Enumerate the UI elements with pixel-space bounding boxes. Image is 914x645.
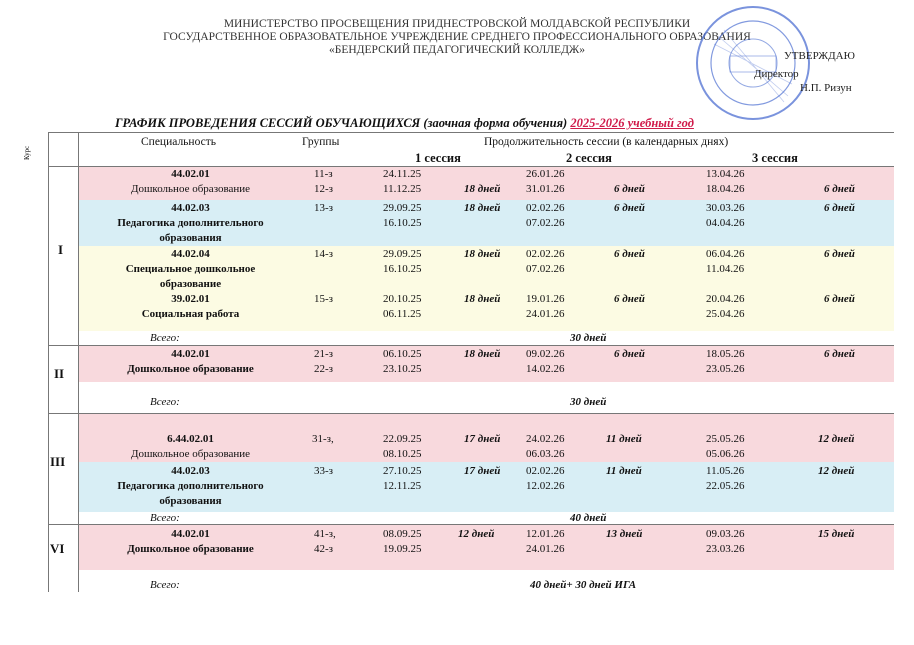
session-3-duration: 6 дней — [824, 293, 855, 305]
title-main: ГРАФИК ПРОВЕДЕНИЯ СЕССИЙ ОБУЧАЮЩИХСЯ (заочная форма обучения) — [115, 116, 568, 130]
session-3-duration: 6 дней — [824, 202, 855, 214]
specialty-code: 6.44.02.01 — [167, 433, 214, 445]
specialty-code: 44.02.01 — [171, 168, 210, 180]
session-1-end: 11.12.25 — [383, 183, 422, 195]
specialty-name-cont: образования — [159, 232, 222, 244]
specialty-code: 39.02.01 — [171, 293, 210, 305]
session-3-start: 09.03.26 — [706, 528, 745, 540]
session-1-start: 08.09.25 — [383, 528, 422, 540]
session-1-start: 29.09.25 — [383, 248, 422, 260]
session-2-duration: 6 дней — [614, 293, 645, 305]
header-line-3: «БЕНДЕРСКИЙ ПЕДАГОГИЧЕСКИЙ КОЛЛЕДЖ» — [329, 44, 585, 56]
specialty-code: 44.02.01 — [171, 528, 210, 540]
schedule-title — [115, 116, 694, 131]
session-3-end: 23.05.26 — [706, 363, 745, 375]
course-3: III — [50, 454, 66, 469]
approve-label: УТВЕРЖДАЮ — [784, 50, 855, 62]
kurs-header: Курс — [23, 145, 31, 160]
session-2-start: 24.02.26 — [526, 433, 565, 445]
course-2: II — [54, 366, 65, 381]
session-1-duration: 18 дней — [464, 293, 501, 305]
session-3-start: 13.04.26 — [706, 168, 745, 180]
session-3-end: 22.05.26 — [706, 480, 745, 492]
session-1-end: 19.09.25 — [383, 543, 422, 555]
specialty-name: Педагогика дополнительного — [117, 217, 264, 229]
title-year: 2025-2026 учебный год — [570, 116, 694, 130]
session-3-end: 05.06.26 — [706, 448, 745, 460]
session-2-duration: 6 дней — [614, 348, 645, 360]
header-line-1: МИНИСТЕРСТВО ПРОСВЕЩЕНИЯ ПРИДНЕСТРОВСКОЙ МОЛДАВСКОЙ РЕСПУБЛИКИ — [223, 18, 691, 30]
specialty-header: Специальность — [141, 136, 216, 148]
group: 42-з — [314, 543, 334, 555]
session-2-end: 07.02.26 — [526, 263, 565, 275]
session-3-start: 20.04.26 — [706, 293, 745, 305]
session-3-header: 3 сессия — [752, 151, 798, 165]
specialty-name: Социальная работа — [141, 308, 240, 320]
session-1-duration: 12 дней — [458, 528, 495, 540]
course-1: I — [58, 242, 64, 257]
table-border — [48, 413, 894, 414]
approve-name: Н.П. Ризун — [800, 82, 852, 94]
session-1-end: 06.11.25 — [383, 308, 422, 320]
session-1-duration: 17 дней — [464, 433, 501, 445]
session-2-end: 06.03.26 — [526, 448, 565, 460]
groups-header: Группы — [302, 136, 340, 148]
specialty-name: Дошкольное образование — [127, 543, 254, 555]
session-1-duration: 18 дней — [464, 202, 501, 214]
session-2-start: 12.01.26 — [526, 528, 565, 540]
session-3-end: 25.04.26 — [706, 308, 745, 320]
group: 11-з — [314, 168, 333, 180]
group: 12-з — [314, 183, 334, 195]
session-2-duration: 6 дней — [614, 202, 645, 214]
group: 13-з — [314, 202, 334, 214]
session-2-end: 24.01.26 — [526, 308, 565, 320]
session-3-duration: 6 дней — [824, 183, 855, 195]
session-3-duration: 6 дней — [824, 248, 855, 260]
session-1-end: 23.10.25 — [383, 363, 422, 375]
session-3-duration: 15 дней — [818, 528, 855, 540]
group: 22-з — [314, 363, 334, 375]
session-3-end: 04.04.26 — [706, 217, 745, 229]
session-1-duration: 17 дней — [464, 465, 501, 477]
session-2-duration: 6 дней — [614, 183, 645, 195]
specialty-name-cont: образования — [159, 495, 222, 507]
group: 21-з — [314, 348, 334, 360]
session-1-duration: 18 дней — [464, 183, 501, 195]
duration-header: Продолжительность сессии (в календарных днях) — [484, 136, 729, 148]
specialty-name: Дошкольное образование — [127, 363, 254, 375]
session-2-end: 24.01.26 — [526, 543, 565, 555]
session-2-start: 26.01.26 — [526, 168, 565, 180]
session-1-end: 16.10.25 — [383, 217, 422, 229]
table-border — [48, 132, 49, 592]
session-2-header: 2 сессия — [566, 151, 612, 165]
specialty-code: 44.02.04 — [171, 248, 210, 260]
group: 14-з — [314, 248, 334, 260]
session-2-end: 07.02.26 — [526, 217, 565, 229]
session-2-duration: 11 дней — [606, 465, 642, 477]
total-value: 30 дней — [570, 332, 607, 344]
specialty-name: Дошкольное образование — [130, 183, 251, 195]
approve-role: Директор — [754, 68, 799, 80]
session-3-end: 11.04.26 — [706, 263, 745, 275]
session-3-duration: 12 дней — [818, 433, 855, 445]
session-2-start: 02.02.26 — [526, 465, 565, 477]
total-value: 30 дней — [570, 396, 607, 408]
specialty-name: Педагогика дополнительного — [117, 480, 264, 492]
total-label: Всего: — [150, 579, 180, 591]
group: 33-з — [314, 465, 334, 477]
session-2-end: 12.02.26 — [526, 480, 565, 492]
session-2-start: 02.02.26 — [526, 248, 565, 260]
session-2-start: 19.01.26 — [526, 293, 565, 305]
college-stamp-icon — [694, 4, 812, 122]
session-3-start: 06.04.26 — [706, 248, 745, 260]
session-2-start: 02.02.26 — [526, 202, 565, 214]
session-1-end: 12.11.25 — [383, 480, 422, 492]
specialty-code: 44.02.01 — [171, 348, 210, 360]
session-2-start: 09.02.26 — [526, 348, 565, 360]
specialty-name: Дошкольное образование — [130, 448, 251, 460]
session-3-start: 18.05.26 — [706, 348, 745, 360]
session-1-header: 1 сессия — [415, 151, 461, 165]
total-label: Всего: — [150, 396, 180, 408]
session-1-end: 16.10.25 — [383, 263, 422, 275]
session-2-end: 31.01.26 — [526, 183, 565, 195]
group: 41-з, — [314, 528, 336, 540]
specialty-name: Специальное дошкольное — [125, 263, 256, 275]
session-3-end: 23.03.26 — [706, 543, 745, 555]
specialty-name-cont: образование — [159, 278, 222, 290]
session-1-end: 08.10.25 — [383, 448, 422, 460]
session-2-end: 14.02.26 — [526, 363, 565, 375]
course-4: VI — [50, 541, 65, 556]
session-3-start: 30.03.26 — [706, 202, 745, 214]
group: 31-з, — [312, 433, 334, 445]
session-1-duration: 18 дней — [464, 248, 501, 260]
specialty-code: 44.02.03 — [171, 202, 210, 214]
session-1-start: 06.10.25 — [383, 348, 422, 360]
session-1-start: 29.09.25 — [383, 202, 422, 214]
session-2-duration: 13 дней — [606, 528, 643, 540]
session-1-start: 20.10.25 — [383, 293, 422, 305]
specialty-code: 44.02.03 — [171, 465, 210, 477]
total-label: Всего: — [150, 332, 180, 344]
session-3-start: 25.05.26 — [706, 433, 745, 445]
session-1-start: 24.11.25 — [383, 168, 422, 180]
session-3-end: 18.04.26 — [706, 183, 745, 195]
table-border — [48, 132, 894, 133]
session-3-duration: 6 дней — [824, 348, 855, 360]
header-line-2: ГОСУДАРСТВЕННОЕ ОБРАЗОВАТЕЛЬНОЕ УЧРЕЖДЕНИЕ СРЕДНЕГО ПРОФЕССИОНАЛЬНОГО ОБРАЗОВАНИЯ — [163, 31, 751, 43]
group: 15-з — [314, 293, 334, 305]
total-value: 40 дней — [570, 512, 607, 524]
session-3-duration: 12 дней — [818, 465, 855, 477]
total-label: Всего: — [150, 512, 180, 524]
session-2-duration: 6 дней — [614, 248, 645, 260]
total-value: 40 дней+ 30 дней ИГА — [530, 579, 637, 591]
session-1-start: 27.10.25 — [383, 465, 422, 477]
session-3-start: 11.05.26 — [706, 465, 745, 477]
session-1-duration: 18 дней — [464, 348, 501, 360]
session-2-duration: 11 дней — [606, 433, 642, 445]
session-1-start: 22.09.25 — [383, 433, 422, 445]
